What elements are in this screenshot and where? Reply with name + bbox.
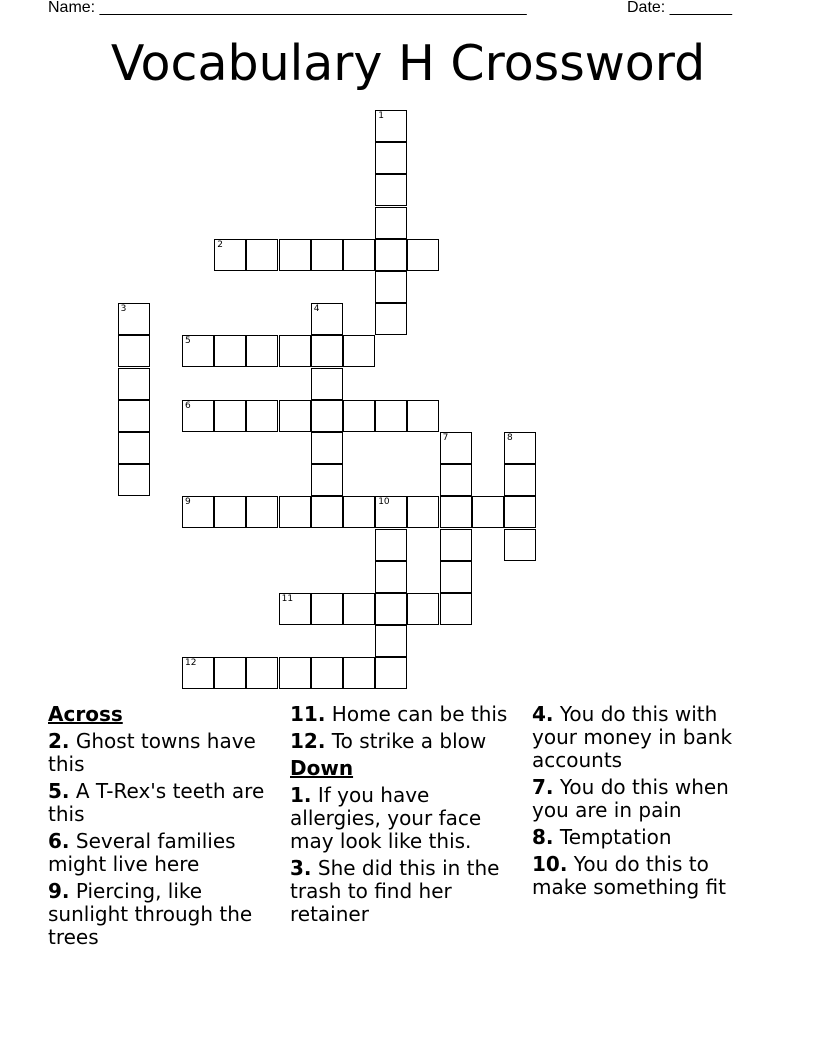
clue-number-2: 2 bbox=[217, 239, 223, 250]
grid-cell[interactable] bbox=[504, 529, 536, 561]
clue-down-10: 10. You do this to make something fit bbox=[532, 852, 726, 899]
clues-column-2 bbox=[290, 703, 525, 930]
date-field-label: Date: _______ bbox=[627, 0, 732, 16]
grid-cell[interactable] bbox=[311, 432, 343, 464]
grid-cell[interactable] bbox=[375, 593, 407, 625]
grid-cell[interactable] bbox=[214, 239, 246, 271]
grid-cell[interactable] bbox=[118, 432, 150, 464]
grid-cell[interactable] bbox=[375, 400, 407, 432]
clue-number-6: 6 bbox=[185, 400, 191, 411]
clue-number-5: 5 bbox=[185, 336, 191, 347]
clue-down-8: 8. Temptation bbox=[532, 825, 672, 849]
clue-across-9: 9. Piercing, like sunlight through the trees bbox=[48, 879, 253, 949]
clues-column-3 bbox=[532, 703, 767, 903]
grid-cell[interactable] bbox=[311, 303, 343, 335]
clue-number-3: 3 bbox=[120, 304, 127, 315]
clue-down-7: 7. You do this when you are in pain bbox=[532, 775, 729, 822]
clue-across-5: 5. A T-Rex's teeth are this bbox=[48, 779, 265, 826]
down-heading: Down bbox=[290, 756, 354, 780]
across-heading: Across bbox=[48, 702, 123, 726]
clue-number-4: 4 bbox=[313, 304, 320, 315]
grid-cell[interactable] bbox=[375, 529, 407, 561]
grid-cell[interactable] bbox=[311, 368, 343, 400]
clues-column-1 bbox=[48, 703, 283, 953]
grid-cell[interactable] bbox=[279, 496, 311, 528]
grid-cell[interactable] bbox=[279, 593, 311, 625]
grid-cell[interactable] bbox=[407, 496, 439, 528]
grid-cell[interactable] bbox=[311, 657, 343, 689]
grid-cell[interactable] bbox=[407, 239, 439, 271]
grid-cell[interactable] bbox=[375, 303, 407, 335]
grid-cell[interactable] bbox=[375, 174, 407, 206]
clue-across-6: 6. Several families might live here bbox=[48, 829, 236, 876]
grid-cell[interactable] bbox=[472, 496, 504, 528]
grid-cell[interactable] bbox=[440, 464, 472, 496]
clue-down-1: 1. If you have allergies, your face may look like this. bbox=[290, 783, 482, 853]
grid-cell[interactable] bbox=[407, 400, 439, 432]
grid-cell[interactable] bbox=[440, 432, 472, 464]
grid-cell[interactable] bbox=[311, 464, 343, 496]
clue-number-11: 11 bbox=[281, 594, 294, 604]
grid-cell[interactable] bbox=[375, 657, 407, 689]
grid-cell[interactable] bbox=[311, 400, 343, 432]
grid-cell[interactable] bbox=[440, 529, 472, 561]
grid-cell[interactable] bbox=[311, 593, 343, 625]
grid-cell[interactable] bbox=[343, 593, 375, 625]
grid-cell[interactable] bbox=[440, 561, 472, 593]
clue-across-12: 12. To strike a blow bbox=[290, 729, 487, 753]
grid-cell[interactable] bbox=[375, 110, 407, 142]
grid-cell[interactable] bbox=[214, 657, 246, 689]
grid-cell[interactable] bbox=[118, 303, 150, 335]
grid-cell[interactable] bbox=[343, 335, 375, 367]
grid-cell[interactable] bbox=[246, 400, 278, 432]
grid-cell[interactable] bbox=[375, 142, 407, 174]
grid-cell[interactable] bbox=[343, 400, 375, 432]
grid-cell[interactable] bbox=[375, 625, 407, 657]
grid-cell[interactable] bbox=[279, 239, 311, 271]
clue-across-2: 2. Ghost towns have this bbox=[48, 729, 256, 776]
grid-cell[interactable] bbox=[182, 496, 214, 528]
grid-cell[interactable] bbox=[279, 335, 311, 367]
grid-cell[interactable] bbox=[182, 335, 214, 367]
grid-cell[interactable] bbox=[246, 335, 278, 367]
grid-cell[interactable] bbox=[246, 496, 278, 528]
grid-cell[interactable] bbox=[407, 593, 439, 625]
grid-cell[interactable] bbox=[118, 335, 150, 367]
clue-number-8: 8 bbox=[507, 433, 513, 443]
grid-cell[interactable] bbox=[311, 239, 343, 271]
clue-number-1: 1 bbox=[378, 111, 384, 121]
grid-cell[interactable] bbox=[118, 464, 150, 496]
clue-down-3: 3. She did this in the trash to find her retainer bbox=[290, 856, 500, 926]
grid-cell[interactable] bbox=[504, 432, 536, 464]
grid-cell[interactable] bbox=[343, 657, 375, 689]
grid-cell[interactable] bbox=[504, 464, 536, 496]
grid-cell[interactable] bbox=[504, 496, 536, 528]
clue-number-10: 10 bbox=[378, 497, 390, 508]
grid-cell[interactable] bbox=[214, 496, 246, 528]
grid-cell[interactable] bbox=[343, 239, 375, 271]
clue-number-9: 9 bbox=[185, 497, 191, 508]
grid-cell[interactable] bbox=[214, 400, 246, 432]
grid-cell[interactable] bbox=[214, 335, 246, 367]
clue-number-7: 7 bbox=[442, 433, 449, 443]
grid-cell[interactable] bbox=[279, 400, 311, 432]
name-field-label: Name: ________________________________________________ bbox=[48, 0, 527, 16]
grid-cell[interactable] bbox=[311, 335, 343, 367]
grid-cell[interactable] bbox=[440, 496, 472, 528]
grid-cell[interactable] bbox=[279, 657, 311, 689]
grid-cell[interactable] bbox=[375, 496, 407, 528]
grid-cell[interactable] bbox=[343, 496, 375, 528]
grid-cell[interactable] bbox=[375, 271, 407, 303]
page-title: Vocabulary H Crossword bbox=[110, 35, 706, 92]
grid-cell[interactable] bbox=[118, 368, 150, 400]
grid-cell[interactable] bbox=[246, 657, 278, 689]
clue-across-11: 11. Home can be this bbox=[290, 702, 508, 726]
grid-cell[interactable] bbox=[182, 657, 214, 689]
grid-cell[interactable] bbox=[375, 207, 407, 239]
grid-cell[interactable] bbox=[375, 239, 407, 271]
grid-cell[interactable] bbox=[375, 561, 407, 593]
clue-number-12: 12 bbox=[185, 658, 197, 669]
clue-down-4: 4. You do this with your money in bank accounts bbox=[532, 702, 733, 772]
grid-cell[interactable] bbox=[118, 400, 150, 432]
grid-cell[interactable] bbox=[440, 593, 472, 625]
grid-cell[interactable] bbox=[182, 400, 214, 432]
grid-cell[interactable] bbox=[311, 496, 343, 528]
grid-cell[interactable] bbox=[246, 239, 278, 271]
